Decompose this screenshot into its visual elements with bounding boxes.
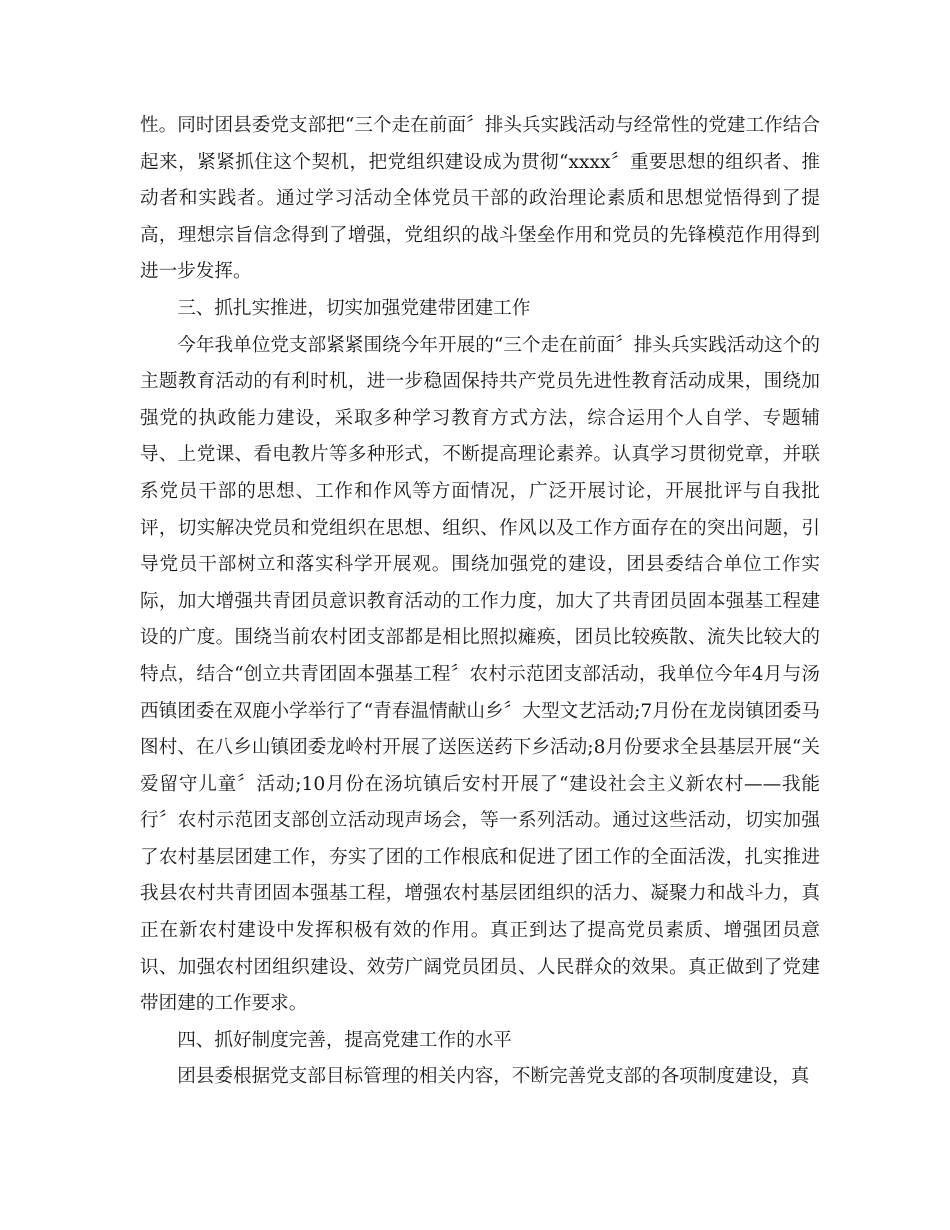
paragraph-section-4-body: 团县委根据党支部目标管理的相关内容，不断完善党支部的各项制度建设，真	[177, 1066, 810, 1088]
paragraph-continuation: 性。同时团县委党支部把“三个走在前面〞排头兵实践活动与经常性的党建工作结合起来，紧紧抓住这个契机，把党组织建设成为贯彻“xxxx〞重要思想的组织者、推动者和实践者。通过学习活动全体党员干部的政治理论素质和思想觉悟得到了提高，理想宗旨信念得到了增强，党组织的战斗堡垒作用和党员的先锋模范作用得到进一步发挥。	[140, 115, 820, 283]
paragraph-section-3-body: 今年我单位党支部紧紧围绕今年开展的“三个走在前面〞排头兵实践活动这个的主题教育活动的有利时机，进一步稳固保持共产党员先进性教育活动成果，围绕加强党的执政能力建设，采取多种学习教育方式方法，综合运用个人自学、专题辅导、上党课、看电教片等多种形式，不断提高理论素养。认真学习贯彻党章，并联系党员干部的思想、工作和作风等方面情况，广泛开展讨论，开展批评与自我批评，切实解决党员和党组织在思想、组织、作风以及工作方面存在的突出问题，引导党员干部树立和落实科学开展观。围绕加强党的建设，团县委结合单位工作实际，加大增强共青团员意识教育活动的工作力度，加大了共青团员固本强基工程建设的广度。围绕当前农村团支部都是相比照拟瘫痪，团员比较痪散、流失比较大的特点，结合“创立共青团固本强基工程〞农村示范团支部活动，我单位今年4月与汤西镇团委在双鹿小学举行了“青春温情献山乡〞大型文艺活动;7月份在龙岗镇团委马图村、在八乡山镇团委龙岭村开展了送医送药下乡活动;8月份要求全县基层开展“关爱留守儿童〞活动;10月份在汤坑镇后安村开展了“建设社会主义新农村——我能行〞农村示范团支部创立活动现声场会，等一系列活动。通过这些活动，切实加强了农村基层团建工作，夯实了团的工作根底和促进了团工作的全面活泼，扎实推进我县农村共青团固本强基工程，增强农村基层团组织的活力、凝聚力和战斗力，真正在新农村建设中发挥积极有效的作用。真正到达了提高党员素质、增强团员意识、加强农村团组织建设、效劳广阔党员团员、人民群众的效果。真正做到了党建带团建的工作要求。	[140, 334, 820, 1015]
document-body	[140, 108, 820, 1096]
section-heading-3: 三、抓扎实推进，切实加强党建带团建工作	[177, 297, 531, 319]
section-heading-4: 四、抓好制度完善，提高党建工作的水平	[177, 1029, 512, 1051]
